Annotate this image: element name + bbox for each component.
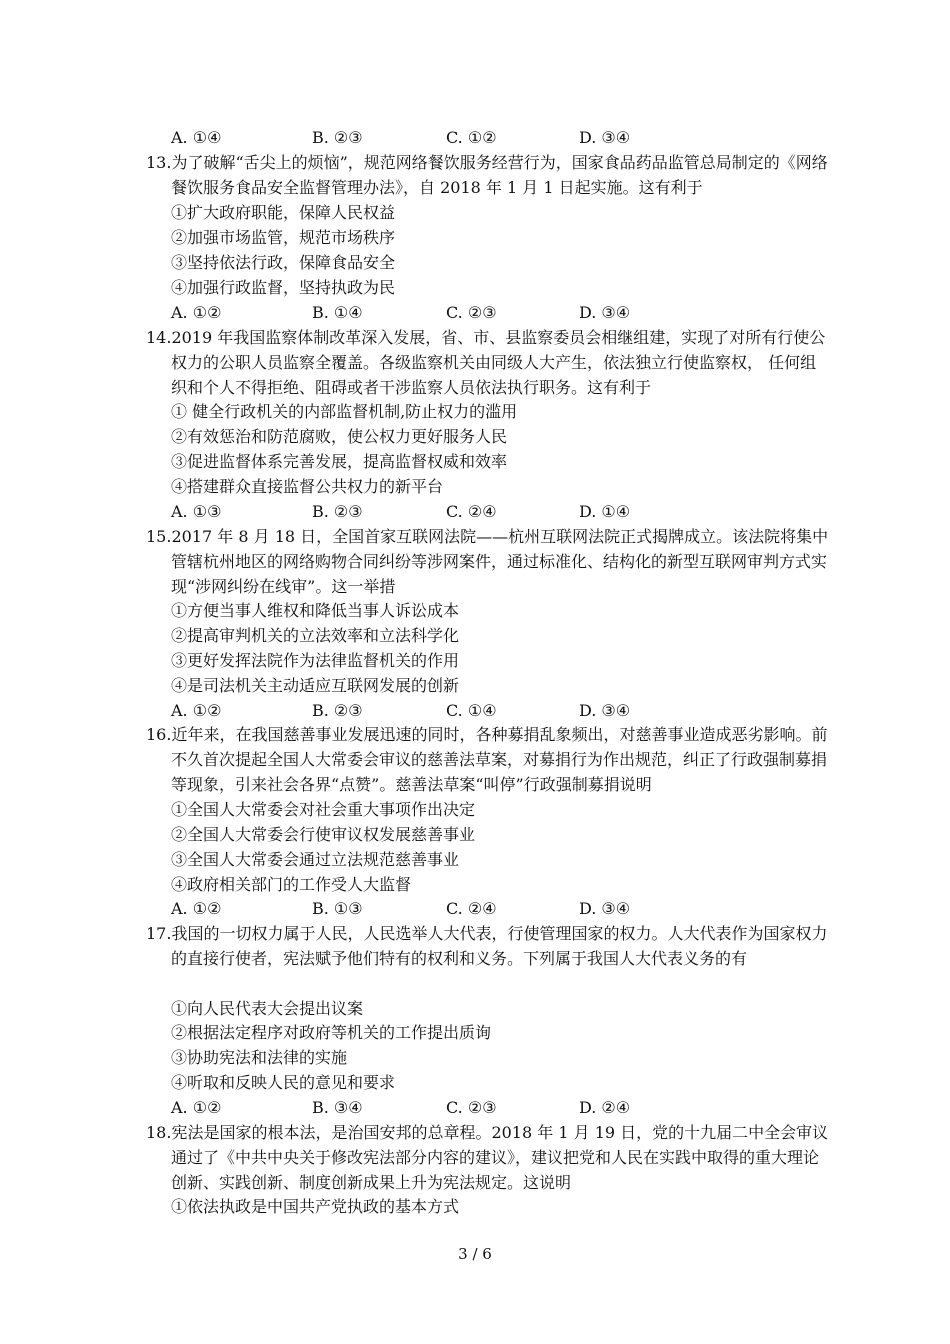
question-stem: 18.宪法是国家的根本法，是治国安邦的总章程。2018 年 1 月 19 日，党的十九届二中全会审议通过了《中共中央关于修改宪法部分内容的建议》，建议把党和人民在实践中取得的重大理论创新、实践创新、制度创新成果上升为宪法规定。这说明 [146, 1123, 829, 1192]
answer-b: B. ②③ [312, 701, 363, 720]
option-item: ④搭建群众直接监督公共权力的新平台 [171, 477, 444, 496]
answer-c: C. ②④ [446, 899, 497, 918]
option-item: ③协助宪法和法律的实施 [171, 1048, 348, 1067]
answer-a: A. ①② [171, 303, 222, 322]
answer-row [171, 896, 771, 921]
answer-b: B. ①④ [312, 303, 363, 322]
answer-row [171, 1095, 771, 1120]
answer-row [171, 300, 771, 325]
option-item: ④是司法机关主动适应互联网发展的创新 [171, 676, 460, 695]
answer-a: A. ①② [171, 1098, 222, 1117]
answer-c: C. ①② [446, 128, 497, 147]
question-stem: 15.2017 年 8 月 18 日，全国首家互联网法院——杭州互联网法院正式揭牌成立。该法院将集中管辖杭州地区的网络购物合同纠纷等涉网案件，通过标准化、结构化的新型互联网审判方式实现“涉网纠纷在线审”。这一举措 [146, 527, 829, 596]
answer-row [171, 125, 771, 150]
answer-a: A. ①③ [171, 502, 222, 521]
option-item: ①依法执政是中国共产党执政的基本方式 [171, 1197, 460, 1216]
option-item: ④加强行政监督，坚持执政为民 [171, 278, 396, 297]
option-item: ④听取和反映人民的意见和要求 [171, 1073, 396, 1092]
answer-c: C. ②④ [446, 502, 497, 521]
answer-row [171, 698, 771, 723]
answer-a: A. ①④ [171, 128, 222, 147]
option-item: ②提高审判机关的立法效率和立法科学化 [171, 626, 460, 645]
option-item: ③促进监督体系完善发展，提高监督权威和效率 [171, 452, 508, 471]
option-item: ③坚持依法行政，保障食品安全 [171, 253, 396, 272]
option-item: ②根据法定程序对政府等机关的工作提出质询 [171, 1023, 492, 1042]
answer-d: D. ②④ [579, 1098, 631, 1117]
option-item: ①方便当事人维权和降低当事人诉讼成本 [171, 601, 460, 620]
question-stem: 13.为了破解“舌尖上的烦恼”，规范网络餐饮服务经营行为，国家食品药品监管总局制定的《网络餐饮服务食品安全监督管理办法》，自 2018 年 1 月 1 日起实施。这有利于 [146, 153, 828, 197]
question-stem: 14.2019 年我国监察体制改革深入发展，省、市、县监察委员会相继组建，实现了对所有行使公权力的公职人员监察全覆盖。各级监察机关由同级人大产生，依法独立行使监察权， 任何组织和个人不得拒绝、阻碍或者干涉监察人员依法执行职务。这有利于 [146, 328, 826, 397]
option-item: ①向人民代表大会提出议案 [171, 999, 364, 1018]
option-item: ③全国人大常委会通过立法规范慈善事业 [171, 850, 460, 869]
answer-row [171, 499, 771, 524]
question-stem: 17.我国的一切权力属于人民，人民选举人大代表，行使管理国家的权力。人大代表作为国家权力的直接行使者，宪法赋予他们特有的权利和义务。下列属于我国人大代表义务的有 [146, 924, 828, 968]
answer-b: B. ③④ [312, 1098, 363, 1117]
answer-a: A. ①② [171, 701, 222, 720]
answer-d: D. ③④ [579, 303, 631, 322]
option-item: ②加强市场监管，规范市场秩序 [171, 228, 396, 247]
page-number: 3 / 6 [458, 1245, 492, 1263]
answer-d: D. ③④ [579, 701, 631, 720]
option-item: ②全国人大常委会行使审议权发展慈善事业 [171, 825, 476, 844]
answer-c: C. ②③ [446, 1098, 497, 1117]
option-item: ① 健全行政机关的内部监督机制,防止权力的滥用 [171, 402, 518, 421]
option-item: ①全国人大常委会对社会重大事项作出决定 [171, 800, 476, 819]
answer-c: C. ②③ [446, 303, 497, 322]
answer-c: C. ①④ [446, 701, 497, 720]
option-item: ③更好发挥法院作为法律监督机关的作用 [171, 651, 460, 670]
answer-d: D. ①④ [579, 502, 631, 521]
question-stem: 16.近年来，在我国慈善事业发展迅速的同时，各种募捐乱象频出，对慈善事业造成恶劣影响。前不久首次提起全国人大常委会审议的慈善法草案，对募捐行为作出规范，纠正了行政强制募捐等现象，引来社会各界“点赞”。慈善法草案“叫停”行政强制募捐说明 [146, 725, 828, 794]
option-item: ④政府相关部门的工作受人大监督 [171, 875, 412, 894]
answer-d: D. ③④ [579, 128, 631, 147]
answer-a: A. ①② [171, 899, 222, 918]
option-item: ①扩大政府职能，保障人民权益 [171, 203, 396, 222]
answer-b: B. ②③ [312, 502, 363, 521]
option-item: ②有效惩治和防范腐败，使公权力更好服务人民 [171, 427, 508, 446]
answer-b: B. ①③ [312, 899, 363, 918]
answer-d: D. ③④ [579, 899, 631, 918]
answer-b: B. ②③ [312, 128, 363, 147]
